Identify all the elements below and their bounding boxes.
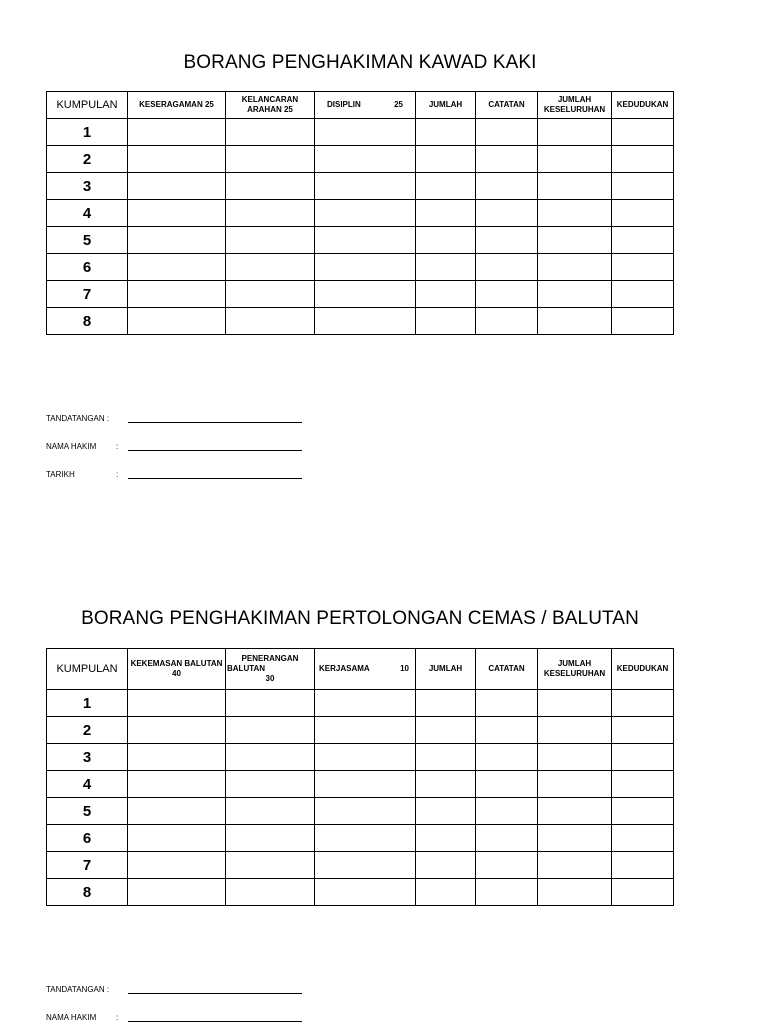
jumlah-cell[interactable]	[416, 798, 476, 825]
header-penerangan-line2: BALUTAN	[227, 664, 266, 673]
jumlah-keseluruhan-cell[interactable]	[538, 825, 612, 852]
score-cell[interactable]	[315, 771, 416, 798]
score-cell[interactable]	[226, 690, 315, 717]
group-number: 4	[47, 771, 128, 798]
score-cell[interactable]	[315, 200, 416, 227]
score-cell[interactable]	[226, 281, 315, 308]
score-cell[interactable]	[128, 308, 226, 335]
catatan-cell[interactable]	[476, 717, 538, 744]
catatan-cell[interactable]	[476, 690, 538, 717]
kedudukan-cell[interactable]	[612, 119, 674, 146]
jumlah-cell[interactable]	[416, 254, 476, 281]
header-kumpulan: KUMPULAN	[47, 649, 128, 690]
catatan-cell[interactable]	[476, 173, 538, 200]
table-row	[47, 308, 674, 335]
group-number: 5	[47, 227, 128, 254]
header-disiplin	[315, 92, 416, 119]
group-number: 2	[47, 717, 128, 744]
jumlah-cell[interactable]	[416, 744, 476, 771]
table-row	[47, 119, 674, 146]
score-cell[interactable]	[315, 690, 416, 717]
jumlah-keseluruhan-cell[interactable]	[538, 146, 612, 173]
score-cell[interactable]	[315, 798, 416, 825]
kedudukan-cell[interactable]	[612, 281, 674, 308]
header-kumpulan: KUMPULAN	[47, 92, 128, 119]
nama-hakim-line-2[interactable]	[128, 1013, 302, 1022]
group-number: 3	[47, 173, 128, 200]
header-disiplin-label: DISIPLIN	[327, 100, 361, 109]
score-cell[interactable]	[226, 717, 315, 744]
jumlah-keseluruhan-cell[interactable]	[538, 308, 612, 335]
catatan-cell[interactable]	[476, 308, 538, 335]
kedudukan-cell[interactable]	[612, 852, 674, 879]
nama-hakim-colon: :	[116, 442, 119, 451]
catatan-cell[interactable]	[476, 852, 538, 879]
header-catatan: CATATAN	[476, 649, 538, 690]
score-cell[interactable]	[315, 308, 416, 335]
group-number: 8	[47, 879, 128, 906]
header-jumlah: JUMLAH	[416, 649, 476, 690]
score-cell[interactable]	[315, 146, 416, 173]
kedudukan-cell[interactable]	[612, 744, 674, 771]
table-row	[47, 173, 674, 200]
signature-row-2	[46, 985, 302, 994]
catatan-cell[interactable]	[476, 227, 538, 254]
table-row	[47, 254, 674, 281]
kedudukan-cell[interactable]	[612, 690, 674, 717]
form1-title: BORANG PENGHAKIMAN KAWAD KAKI	[183, 52, 537, 73]
nama-hakim-row	[46, 442, 302, 451]
group-number: 2	[47, 146, 128, 173]
header-keseragaman: KESERAGAMAN 25	[128, 92, 226, 119]
tarikh-row	[46, 470, 302, 479]
jumlah-keseluruhan-cell[interactable]	[538, 281, 612, 308]
header-jumlah-keseluruhan: JUMLAH KESELURUHAN	[538, 649, 612, 690]
header-kerjasama-score: 10	[400, 664, 409, 673]
jumlah-cell[interactable]	[416, 146, 476, 173]
score-cell[interactable]	[128, 146, 226, 173]
jumlah-keseluruhan-cell[interactable]	[538, 690, 612, 717]
jumlah-cell[interactable]	[416, 825, 476, 852]
score-cell[interactable]	[315, 254, 416, 281]
jumlah-keseluruhan-cell[interactable]	[538, 879, 612, 906]
score-cell[interactable]	[226, 852, 315, 879]
jumlah-keseluruhan-cell[interactable]	[538, 173, 612, 200]
score-cell[interactable]	[226, 771, 315, 798]
kedudukan-cell[interactable]	[612, 879, 674, 906]
kedudukan-cell[interactable]	[612, 717, 674, 744]
kedudukan-cell[interactable]	[612, 254, 674, 281]
score-cell[interactable]	[128, 879, 226, 906]
jumlah-keseluruhan-cell[interactable]	[538, 119, 612, 146]
kedudukan-cell[interactable]	[612, 308, 674, 335]
group-number: 3	[47, 744, 128, 771]
tandatangan-line-2[interactable]	[128, 985, 302, 994]
kedudukan-cell[interactable]	[612, 227, 674, 254]
score-cell[interactable]	[315, 717, 416, 744]
header-row	[47, 649, 674, 690]
kedudukan-cell[interactable]	[612, 173, 674, 200]
kedudukan-cell[interactable]	[612, 200, 674, 227]
table-row	[47, 744, 674, 771]
score-cell[interactable]	[128, 690, 226, 717]
table-row	[47, 281, 674, 308]
catatan-cell[interactable]	[476, 281, 538, 308]
jumlah-cell[interactable]	[416, 852, 476, 879]
header-kerjasama-label: KERJASAMA	[319, 664, 370, 673]
header-catatan: CATATAN	[476, 92, 538, 119]
jumlah-keseluruhan-cell[interactable]	[538, 200, 612, 227]
score-cell[interactable]	[226, 254, 315, 281]
score-cell[interactable]	[128, 825, 226, 852]
jumlah-cell[interactable]	[416, 879, 476, 906]
group-number: 1	[47, 119, 128, 146]
header-kerjasama	[315, 649, 416, 690]
header-jumlah: JUMLAH	[416, 92, 476, 119]
header-penerangan-score: 30	[265, 674, 275, 683]
jumlah-keseluruhan-cell[interactable]	[538, 852, 612, 879]
signature-row	[46, 414, 302, 423]
tarikh-colon: :	[116, 470, 119, 479]
header-penerangan	[226, 649, 315, 690]
header-penerangan-line1: PENERANGAN	[241, 654, 299, 663]
catatan-cell[interactable]	[476, 119, 538, 146]
jumlah-keseluruhan-cell[interactable]	[538, 717, 612, 744]
header-kekemasan-label: KEKEMASAN BALUTAN	[130, 659, 223, 668]
score-cell[interactable]	[128, 771, 226, 798]
score-cell[interactable]	[226, 173, 315, 200]
nama-hakim-label: NAMA HAKIM	[46, 442, 97, 451]
tandatangan-line[interactable]	[128, 414, 302, 423]
score-cell[interactable]	[128, 200, 226, 227]
tandatangan-label-2: TANDATANGAN :	[46, 985, 110, 994]
catatan-cell[interactable]	[476, 771, 538, 798]
tarikh-label: TARIKH	[46, 470, 75, 479]
score-cell[interactable]	[315, 227, 416, 254]
score-cell[interactable]	[128, 744, 226, 771]
header-row	[47, 92, 674, 119]
score-cell[interactable]	[315, 281, 416, 308]
header-kedudukan: KEDUDUKAN	[612, 92, 674, 119]
nama-hakim-label-2: NAMA HAKIM	[46, 1013, 97, 1022]
group-number: 6	[47, 825, 128, 852]
table-row	[47, 717, 674, 744]
score-cell[interactable]	[128, 852, 226, 879]
catatan-cell[interactable]	[476, 798, 538, 825]
score-cell[interactable]	[128, 254, 226, 281]
table-row	[47, 771, 674, 798]
table-row	[47, 825, 674, 852]
kedudukan-cell[interactable]	[612, 771, 674, 798]
score-cell[interactable]	[226, 227, 315, 254]
header-jumlah-keseluruhan: JUMLAH KESELURUHAN	[538, 92, 612, 119]
jumlah-cell[interactable]	[416, 173, 476, 200]
table-row	[47, 690, 674, 717]
kedudukan-cell[interactable]	[612, 798, 674, 825]
score-cell[interactable]	[226, 744, 315, 771]
score-cell[interactable]	[128, 173, 226, 200]
group-number: 6	[47, 254, 128, 281]
table-row	[47, 798, 674, 825]
catatan-cell[interactable]	[476, 200, 538, 227]
header-kedudukan: KEDUDUKAN	[612, 649, 674, 690]
table-row	[47, 879, 674, 906]
score-cell[interactable]	[315, 852, 416, 879]
catatan-cell[interactable]	[476, 254, 538, 281]
nama-hakim-row-2	[46, 1013, 302, 1022]
tarikh-line[interactable]	[128, 470, 302, 479]
catatan-cell[interactable]	[476, 146, 538, 173]
nama-hakim-line[interactable]	[128, 442, 302, 451]
jumlah-keseluruhan-cell[interactable]	[538, 254, 612, 281]
catatan-cell[interactable]	[476, 879, 538, 906]
score-cell[interactable]	[128, 281, 226, 308]
kedudukan-cell[interactable]	[612, 146, 674, 173]
score-cell[interactable]	[226, 146, 315, 173]
catatan-cell[interactable]	[476, 744, 538, 771]
score-cell[interactable]	[315, 173, 416, 200]
jumlah-keseluruhan-cell[interactable]	[538, 771, 612, 798]
group-number: 5	[47, 798, 128, 825]
score-cell[interactable]	[226, 798, 315, 825]
header-kekemasan	[128, 649, 226, 690]
jumlah-cell[interactable]	[416, 200, 476, 227]
tandatangan-label: TANDATANGAN :	[46, 414, 110, 423]
kawad-kaki-table	[46, 91, 674, 335]
jumlah-cell[interactable]	[416, 227, 476, 254]
pertolongan-cemas-table	[46, 648, 674, 906]
group-number: 4	[47, 200, 128, 227]
header-kelancaran: KELANCARAN ARAHAN 25	[226, 92, 315, 119]
jumlah-cell[interactable]	[416, 119, 476, 146]
table-row	[47, 227, 674, 254]
score-cell[interactable]	[226, 200, 315, 227]
group-number: 7	[47, 281, 128, 308]
score-cell[interactable]	[315, 744, 416, 771]
score-cell[interactable]	[128, 717, 226, 744]
group-number: 1	[47, 690, 128, 717]
jumlah-keseluruhan-cell[interactable]	[538, 798, 612, 825]
jumlah-cell[interactable]	[416, 771, 476, 798]
score-cell[interactable]	[128, 227, 226, 254]
score-cell[interactable]	[315, 879, 416, 906]
score-cell[interactable]	[128, 119, 226, 146]
catatan-cell[interactable]	[476, 825, 538, 852]
kedudukan-cell[interactable]	[612, 825, 674, 852]
jumlah-keseluruhan-cell[interactable]	[538, 227, 612, 254]
jumlah-cell[interactable]	[416, 308, 476, 335]
score-cell[interactable]	[315, 825, 416, 852]
group-number: 7	[47, 852, 128, 879]
table-row	[47, 146, 674, 173]
nama-hakim-colon-2: :	[116, 1013, 119, 1022]
jumlah-cell[interactable]	[416, 717, 476, 744]
form2-title: BORANG PENGHAKIMAN PERTOLONGAN CEMAS / BALUTAN	[81, 608, 639, 629]
table-row	[47, 200, 674, 227]
header-kekemasan-score: 40	[172, 669, 181, 678]
table-row	[47, 852, 674, 879]
score-cell[interactable]	[226, 119, 315, 146]
score-cell[interactable]	[226, 879, 315, 906]
group-number: 8	[47, 308, 128, 335]
jumlah-cell[interactable]	[416, 690, 476, 717]
score-cell[interactable]	[226, 825, 315, 852]
header-disiplin-score: 25	[394, 100, 403, 109]
score-cell[interactable]	[315, 119, 416, 146]
score-cell[interactable]	[226, 308, 315, 335]
score-cell[interactable]	[128, 798, 226, 825]
jumlah-keseluruhan-cell[interactable]	[538, 744, 612, 771]
jumlah-cell[interactable]	[416, 281, 476, 308]
